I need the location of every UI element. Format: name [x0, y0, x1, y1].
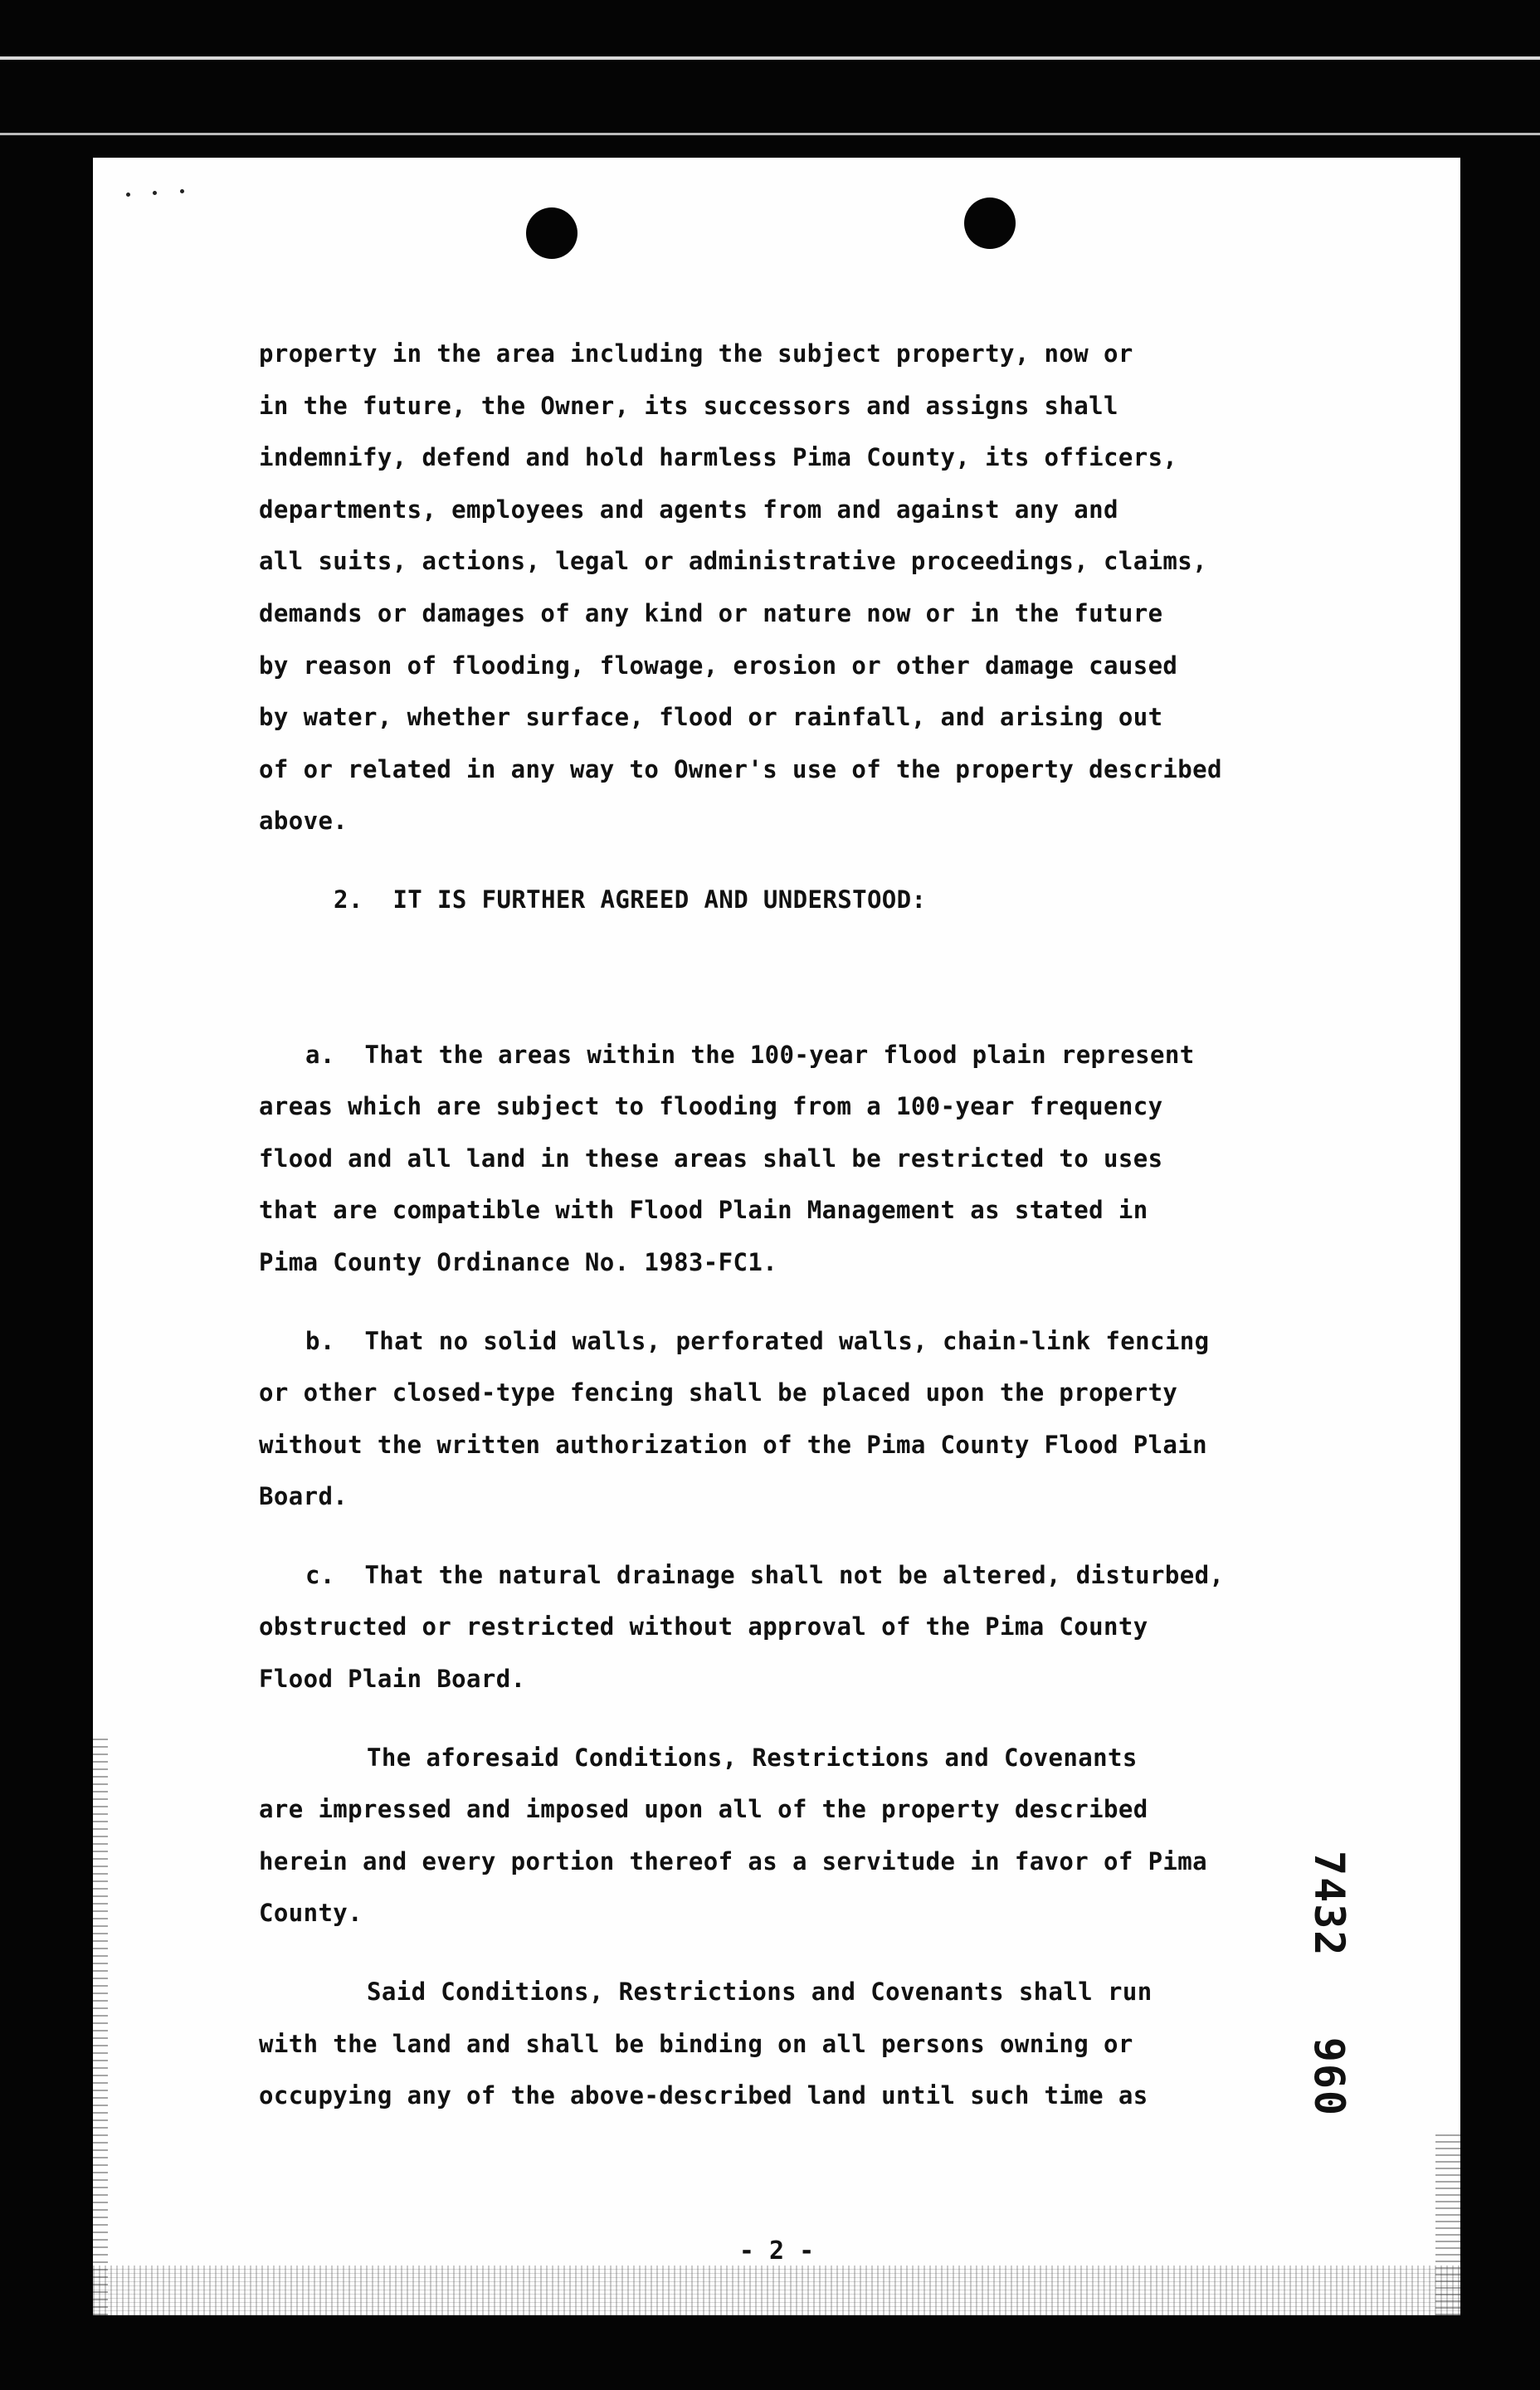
scan-noise-right-edge: [1435, 2133, 1460, 2315]
text-line: are impressed and imposed upon all of the property described: [259, 1795, 1148, 1824]
text-line: all suits, actions, legal or administrative proceedings, claims,: [259, 547, 1208, 576]
text-line: c. That the natural drainage shall not be altered, disturbed,: [305, 1560, 1225, 1589]
text-line: with the land and shall be binding on all persons owning or: [259, 2029, 1133, 2058]
text-line: that are compatible with Flood Plain Management as stated in: [259, 1196, 1148, 1225]
section-heading: 2. IT IS FURTHER AGREED AND UNDERSTOOD:: [334, 885, 927, 914]
item-a: [259, 1029, 1404, 1289]
text-line: demands or damages of any kind or nature now or in the future: [259, 598, 1163, 627]
stray-mark: [126, 193, 130, 197]
text-line: Said Conditions, Restrictions and Covenants shall run: [367, 1978, 1153, 2007]
document-body: [259, 328, 1404, 2122]
scan-top-rule-lower: [0, 133, 1540, 135]
punch-hole-left: [526, 207, 578, 259]
item-b: [259, 1315, 1404, 1523]
text-line: property in the area including the subject property, now or: [259, 339, 1133, 368]
scan-noise-left-edge: [93, 1734, 108, 2315]
text-line: by water, whether surface, flood or rainfall, and arising out: [259, 703, 1163, 732]
text-line: occupying any of the above-described land until such time as: [259, 2081, 1148, 2110]
servitude-paragraph: [259, 1732, 1404, 1939]
text-line: areas which are subject to flooding from a 100-year frequency: [259, 1092, 1163, 1121]
punch-hole-right: [964, 198, 1016, 249]
run-with-land-paragraph: [259, 1966, 1404, 2122]
scan-top-rule: [0, 56, 1540, 60]
text-line: without the written authorization of the Pima County Flood Plain: [259, 1430, 1208, 1459]
document-page: [93, 158, 1460, 2315]
text-line: or other closed-type fencing shall be placed upon the property: [259, 1378, 1178, 1407]
text-line: The aforesaid Conditions, Restrictions and Covenants: [367, 1743, 1138, 1772]
text-line: above.: [259, 807, 348, 836]
stray-mark: [153, 191, 157, 195]
text-line: a. That the areas within the 100-year flood plain represent: [305, 1040, 1195, 1069]
text-line: b. That no solid walls, perforated walls, chain-link fencing: [305, 1326, 1210, 1355]
recording-stamp: 7432 960: [1305, 1851, 1353, 2118]
text-line: Board.: [259, 1482, 348, 1511]
text-line: County.: [259, 1899, 363, 1928]
item-c: [259, 1549, 1404, 1705]
text-line: flood and all land in these areas shall be restricted to uses: [259, 1144, 1163, 1173]
stray-mark: [180, 189, 184, 193]
text-line: obstructed or restricted without approval of the Pima County: [259, 1612, 1148, 1641]
text-line: by reason of flooding, flowage, erosion or other damage caused: [259, 651, 1178, 680]
text-line: departments, employees and agents from and against any and: [259, 495, 1118, 524]
text-line: indemnify, defend and hold harmless Pima County, its officers,: [259, 443, 1178, 472]
page-number: - 2 -: [738, 2236, 815, 2266]
text-line: in the future, the Owner, its successors and assigns shall: [259, 391, 1118, 420]
intro-paragraph: [259, 328, 1404, 847]
text-line: herein and every portion thereof as a servitude in favor of Pima: [259, 1846, 1208, 1875]
text-line: of or related in any way to Owner's use of the property described: [259, 754, 1222, 783]
text-line: Pima County Ordinance No. 1983-FC1.: [259, 1247, 778, 1276]
text-line: Flood Plain Board.: [259, 1665, 526, 1694]
scan-noise-bottom: [93, 2266, 1460, 2315]
